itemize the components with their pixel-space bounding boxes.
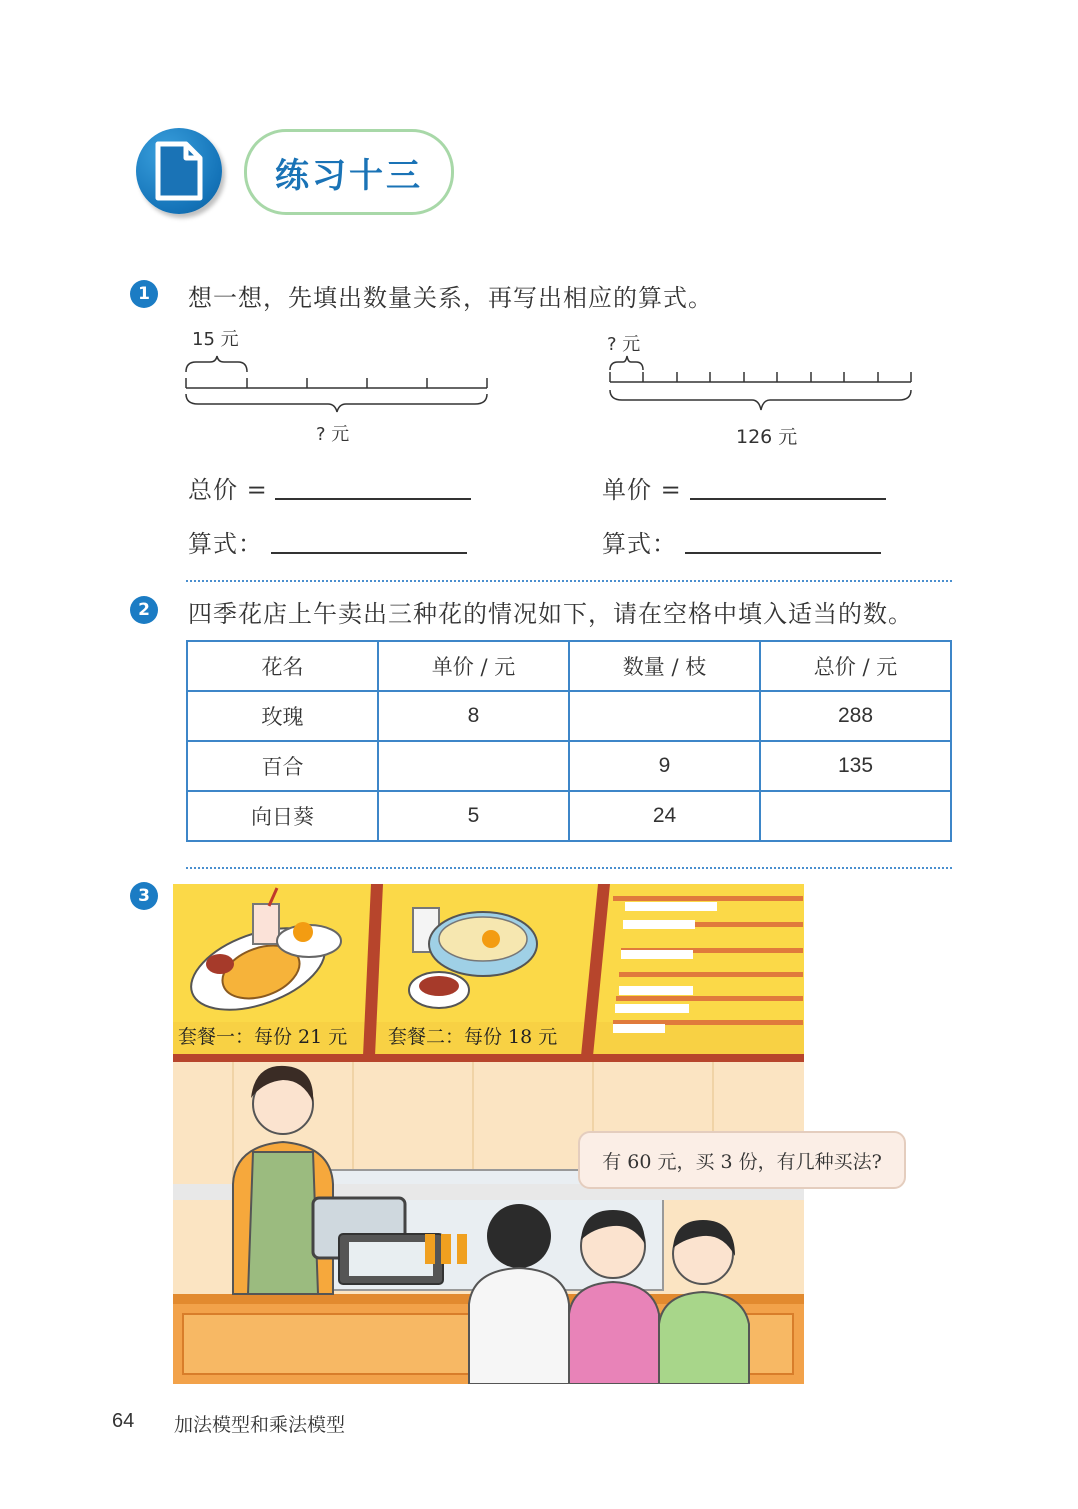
right-formula-blank[interactable] [685,552,881,554]
left-relation-blank[interactable] [275,498,471,500]
table-cell: 135 [760,741,951,791]
question-number-2: 2 [130,596,158,624]
table-header: 单价 / 元 [378,641,569,691]
left-formula-label: 算式： [188,530,263,558]
speech-bubble: 有 60 元，买 3 份，有几种买法? [578,1131,906,1189]
right-relation-blank[interactable] [690,498,886,500]
table-header: 数量 / 枝 [569,641,760,691]
question-1-prompt: 想一想，先填出数量关系，再写出相应的算式。 [188,284,713,312]
question-2-prompt: 四季花店上午卖出三种花的情况如下，请在空格中填入适当的数。 [188,600,913,628]
right-relation-label: 单价 = [602,476,682,504]
section-divider-1 [186,580,952,582]
table-cell: 9 [569,741,760,791]
section-divider-2 [186,867,952,869]
table-cell: 百合 [187,741,378,791]
document-icon-badge [136,128,222,214]
table-row [187,741,951,791]
document-icon [136,128,222,214]
left-relation-label: 总价 = [188,476,268,504]
table-header: 花名 [187,641,378,691]
table-cell: 向日葵 [187,791,378,841]
right-line-diagram [604,350,924,420]
left-bottom-label: ? 元 [316,424,350,445]
chapter-title: 加法模型和乘法模型 [174,1414,346,1436]
table-cell: 玫瑰 [187,691,378,741]
page-title-pill [244,129,454,215]
flower-sales-table [186,640,952,842]
table-row [187,791,951,841]
table-cell-blank[interactable] [569,691,760,741]
table-cell-blank[interactable] [760,791,951,841]
page-number: 64 [112,1410,135,1432]
left-formula-blank[interactable] [271,552,467,554]
left-line-diagram [180,350,500,420]
table-cell-blank[interactable] [378,741,569,791]
right-formula-label: 算式： [602,530,677,558]
table-cell: 24 [569,791,760,841]
table-row [187,691,951,741]
right-bottom-label: 126 元 [736,426,798,448]
page-title: 练习十三 [275,155,423,196]
table-cell: 8 [378,691,569,741]
table-header-row [187,641,951,691]
menu-set-1-label: 套餐一：每份 21 元 [178,1026,348,1048]
table-cell: 288 [760,691,951,741]
question-number-1: 1 [130,280,158,308]
table-cell: 5 [378,791,569,841]
table-header: 总价 / 元 [760,641,951,691]
right-top-label: ? 元 [607,334,641,355]
question-number-3: 3 [130,882,158,910]
menu-set-2-label: 套餐二：每份 18 元 [388,1026,558,1048]
left-top-label: 15 元 [192,329,239,350]
